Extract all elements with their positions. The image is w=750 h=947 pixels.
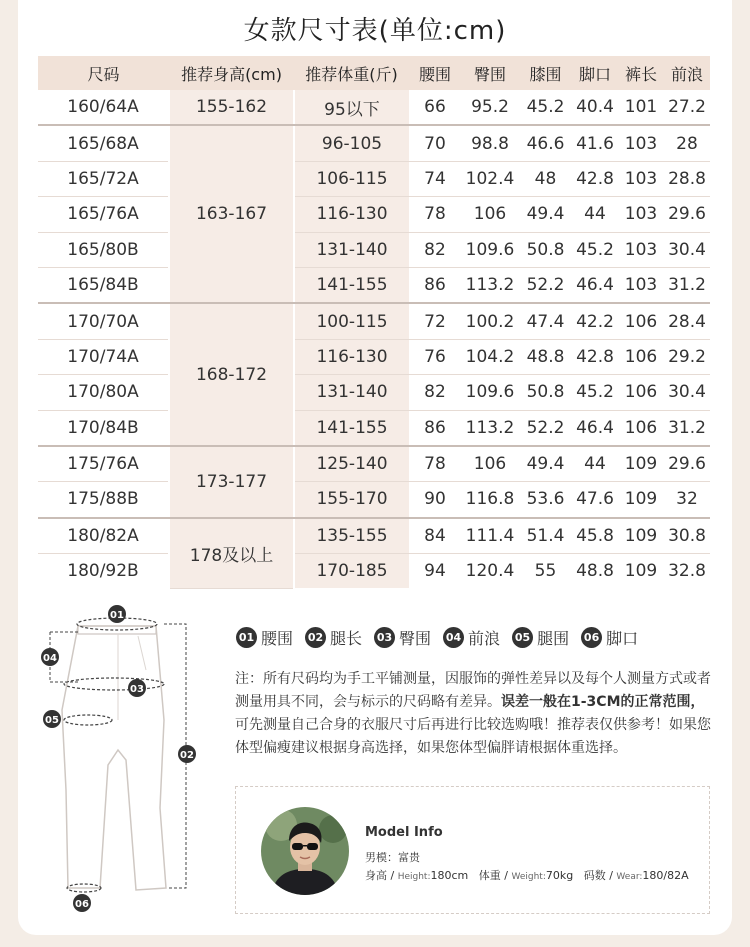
legend-label: 腿围: [537, 629, 570, 648]
cell-size: 170/80A: [38, 375, 169, 410]
cell-length: 103: [618, 267, 664, 303]
cell-knee: 49.4: [519, 197, 572, 232]
legend-item-thigh: [512, 626, 569, 649]
cell-knee: 53.6: [519, 482, 572, 518]
cell-size: 160/64A: [38, 90, 169, 125]
cell-weight: 135-155: [294, 518, 409, 554]
model-role-name: 富贵: [398, 851, 420, 864]
cell-waist: 82: [409, 232, 461, 267]
cell-length: 101: [618, 90, 664, 125]
legend-label: 脚口: [606, 629, 639, 648]
cell-length: 103: [618, 197, 664, 232]
cell-hem: 42.8: [572, 161, 618, 196]
note-text-1: 注：所有尺码均为手工平铺测量，因服饰的弹性差异以及每个人测量方式或者测量用具不同，会与标示的尺码略有差异。: [235, 671, 711, 710]
cell-weight: 100-115: [294, 303, 409, 339]
cell-length: 109: [618, 482, 664, 518]
cell-size: 175/76A: [38, 446, 169, 482]
cell-knee: 50.8: [519, 375, 572, 410]
cell-height: 168-172: [169, 303, 294, 446]
badge-04: [41, 648, 59, 666]
cell-waist: 76: [409, 339, 461, 374]
cell-weight: 131-140: [294, 375, 409, 410]
cell-hip: 95.2: [461, 90, 519, 125]
cell-length: 109: [624, 561, 658, 582]
cell-waist: 74: [409, 161, 461, 196]
cell-size: 170/84B: [38, 410, 169, 446]
cell-weight: 141-155: [294, 267, 409, 303]
legend-number: 04: [443, 627, 464, 648]
header-size: 尺码: [38, 56, 169, 90]
header-height: 推荐身高(cm): [169, 56, 294, 90]
cell-hem: 42.2: [572, 303, 618, 339]
cell-hem: 44: [572, 197, 618, 232]
legend-number: 05: [512, 627, 533, 648]
size-table: [38, 56, 710, 589]
model-height-en: Height:: [397, 872, 431, 882]
cell-length: 103: [618, 232, 664, 267]
cell-waist: 66: [409, 90, 461, 125]
pants-diagram: [38, 600, 208, 920]
cell-hem: 47.6: [572, 482, 618, 518]
header-hem: 脚口: [572, 56, 618, 90]
cell-rise: 29.6: [664, 197, 710, 232]
cell-hip: 113.2: [461, 410, 519, 446]
cell-hem: 45.8: [572, 518, 618, 554]
table-row: [38, 90, 710, 125]
title-unit: (单位:cm): [378, 16, 507, 46]
table-row: [38, 267, 710, 303]
badge-05: [43, 710, 61, 728]
cell-size: 170/70A: [38, 303, 169, 339]
cell-knee: 52.2: [519, 410, 572, 446]
header-weight: 推荐体重(斤): [294, 56, 409, 90]
cell-hem: 44: [572, 446, 618, 482]
cell-waist: 94: [424, 561, 446, 582]
legend-label: 腰围: [261, 629, 294, 648]
cell-hip: 102.4: [461, 161, 519, 196]
cell-size: 180/92B: [67, 561, 139, 582]
model-weight-en: Weight:: [511, 872, 546, 882]
table-row: [38, 339, 710, 374]
cell-knee: 47.4: [519, 303, 572, 339]
title-main: 女款尺寸表: [243, 16, 379, 46]
table-row: [38, 446, 710, 482]
model-height-value: 180cm: [430, 869, 469, 882]
cell-rise: 28: [664, 125, 710, 161]
cell-hem: 45.2: [572, 375, 618, 410]
note-text-bold: 误差一般在1-3CM的正常范围，: [501, 694, 705, 710]
badge-05-text: 05: [45, 715, 59, 726]
cell-length: 106: [618, 375, 664, 410]
cell-length: 103: [618, 161, 664, 196]
thigh-measure-line: [64, 715, 112, 725]
legend-label: 臀围: [399, 629, 432, 648]
cell-size: 165/76A: [38, 197, 169, 232]
header-knee: 膝围: [519, 56, 572, 90]
cell-hip: 98.8: [461, 125, 519, 161]
cell-hip: 106: [461, 446, 519, 482]
cell-waist: 70: [409, 125, 461, 161]
model-wear-label: 码数 /: [583, 869, 617, 882]
cell-waist: 86: [409, 410, 461, 446]
cell-knee: 48: [519, 161, 572, 196]
table-row: [38, 197, 710, 232]
cell-length: 106: [618, 303, 664, 339]
cell-weight: 170-185: [294, 554, 409, 589]
table-row: [38, 303, 710, 339]
cell-weight: 116-130: [294, 339, 409, 374]
badge-06-text: 06: [75, 899, 89, 910]
table-row: [38, 161, 710, 196]
cell-weight: 106-115: [294, 161, 409, 196]
cell-rise: 31.2: [664, 410, 710, 446]
badge-01-text: 01: [110, 610, 124, 621]
cell-length: 109: [618, 446, 664, 482]
model-role-label: 男模：: [365, 851, 398, 864]
model-info-box: [235, 786, 710, 914]
legend-label: 前浪: [468, 629, 501, 648]
cell-waist: 78: [409, 446, 461, 482]
cell-weight: 95以下: [294, 90, 409, 125]
cell-rise: 28.4: [664, 303, 710, 339]
table-header-row: [38, 56, 710, 90]
model-avatar: [261, 807, 349, 895]
cell-height: 178及以上: [169, 518, 294, 589]
cell-knee: 50.8: [519, 232, 572, 267]
cell-hip: 100.2: [461, 303, 519, 339]
model-weight-value: 70kg: [545, 869, 574, 882]
cell-rise: 32.8: [668, 561, 706, 582]
cell-waist: 90: [409, 482, 461, 518]
cell-weight: 141-155: [294, 410, 409, 446]
cell-hem: 41.6: [572, 125, 618, 161]
cell-hem: 46.4: [572, 267, 618, 303]
cell-length: 103: [618, 125, 664, 161]
cell-rise: 30.4: [664, 232, 710, 267]
cell-waist: 86: [409, 267, 461, 303]
cell-size: 165/84B: [38, 267, 169, 303]
cell-size: 170/74A: [38, 339, 169, 374]
cell-length: 106: [618, 339, 664, 374]
cell-weight: 125-140: [294, 446, 409, 482]
badge-02-text: 02: [180, 750, 194, 761]
cell-length: 109: [618, 518, 664, 554]
cell-hip: 109.6: [461, 375, 519, 410]
cell-waist: 78: [409, 197, 461, 232]
cell-height: 163-167: [169, 125, 294, 303]
cell-size: 165/72A: [38, 161, 169, 196]
cell-size: 175/88B: [38, 482, 169, 518]
cell-rise: 30.8: [664, 518, 710, 554]
legend-number: 03: [374, 627, 395, 648]
cell-rise: 27.2: [664, 90, 710, 125]
header-hip: 臀围: [461, 56, 519, 90]
cell-weight: 96-105: [294, 125, 409, 161]
legend-item-hem: [581, 626, 638, 649]
legend-number: 01: [236, 627, 257, 648]
cell-knee: 48.8: [519, 339, 572, 374]
cell-rise: 29.2: [664, 339, 710, 374]
cell-hip: 116.8: [461, 482, 519, 518]
model-wear-value: 180/82A: [642, 869, 689, 882]
legend-item-rise: [443, 626, 500, 649]
cell-weight: 155-170: [294, 482, 409, 518]
table-row: [38, 482, 710, 518]
badge-03-text: 03: [130, 684, 144, 695]
cell-waist: 72: [409, 303, 461, 339]
model-info-title: Model Info: [365, 825, 443, 840]
cell-hem: 40.4: [572, 90, 618, 125]
cell-knee: 51.4: [519, 518, 572, 554]
table-row: [38, 125, 710, 161]
legend-item-leg-length: [305, 626, 362, 649]
cell-rise: 28.8: [664, 161, 710, 196]
cell-hip: 104.2: [461, 339, 519, 374]
badge-04-text: 04: [43, 653, 57, 664]
cell-hip: 111.4: [461, 518, 519, 554]
cell-knee: 52.2: [519, 267, 572, 303]
cell-hip: 109.6: [461, 232, 519, 267]
cell-size: 180/82A: [38, 518, 169, 554]
cell-hip: 113.2: [461, 267, 519, 303]
header-length: 裤长: [618, 56, 664, 90]
cell-weight: 116-130: [294, 197, 409, 232]
cell-knee: 55: [534, 561, 557, 582]
cell-knee: 46.6: [519, 125, 572, 161]
model-weight-label: 体重 /: [478, 869, 512, 882]
measurement-legend: [236, 626, 716, 649]
cell-size: 165/80B: [38, 232, 169, 267]
note-text-2: 可先测量自己合身的衣服尺寸后再进行比较选购哦！推荐表仅供参考！如果您体型偏瘦建议根据身高选择，如果您体型偏胖请根据体重选择。: [235, 717, 711, 756]
cell-weight: 131-140: [294, 232, 409, 267]
badge-06: [73, 894, 91, 912]
header-waist: 腰围: [409, 56, 461, 90]
badge-01: [108, 605, 126, 623]
cell-rise: 29.6: [664, 446, 710, 482]
cell-hip: 120.4: [465, 561, 515, 582]
cell-hem: 42.8: [572, 339, 618, 374]
cell-waist: 82: [409, 375, 461, 410]
table-row: [38, 410, 710, 446]
legend-number: 06: [581, 627, 602, 648]
cell-rise: 32: [664, 482, 710, 518]
cell-knee: 49.4: [519, 446, 572, 482]
cell-rise: 30.4: [664, 375, 710, 410]
cell-length: 106: [618, 410, 664, 446]
cell-hem: 45.2: [572, 232, 618, 267]
model-wear-en: Wear:: [616, 872, 643, 882]
model-height-label: 身高 /: [365, 869, 398, 882]
legend-label: 腿长: [330, 629, 363, 648]
pants-outline: [62, 626, 166, 890]
page-title: [0, 10, 750, 47]
cell-size: 165/68A: [38, 125, 169, 161]
table-row: [38, 375, 710, 410]
hip-measure-line: [64, 678, 164, 690]
cell-hip: 106: [461, 197, 519, 232]
cell-height: 173-177: [169, 446, 294, 518]
badge-03: [128, 679, 146, 697]
cell-rise: 31.2: [664, 267, 710, 303]
cell-hem: 48.8: [576, 561, 614, 582]
legend-item-waist: [236, 626, 293, 649]
header-rise: 前浪: [664, 56, 710, 90]
legend-number: 02: [305, 627, 326, 648]
badge-02: [178, 745, 196, 763]
model-role-line: [365, 849, 420, 865]
cell-height: 155-162: [169, 90, 294, 125]
cell-hem: 46.4: [572, 410, 618, 446]
model-stats-line: [365, 867, 689, 883]
table-row: [38, 554, 710, 589]
table-row: [38, 518, 710, 554]
measurement-note: [235, 668, 713, 760]
pants-pocket: [138, 636, 146, 670]
table-row: [38, 232, 710, 267]
cell-knee: 45.2: [519, 90, 572, 125]
legend-item-hip: [374, 626, 431, 649]
cell-waist: 84: [409, 518, 461, 554]
